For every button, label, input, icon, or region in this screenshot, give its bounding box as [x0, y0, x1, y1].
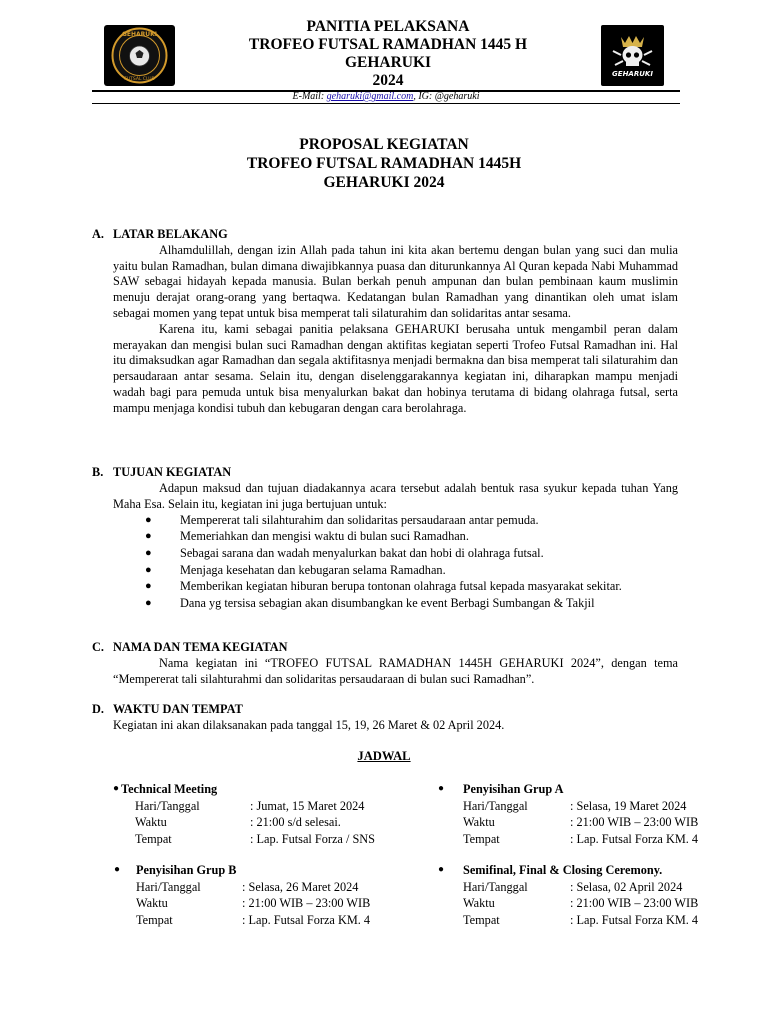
time-value: : 21:00 s/d selesai.: [250, 815, 341, 830]
section-title: NAMA DAN TEMA KEGIATAN: [113, 640, 288, 654]
date-value: : Jumat, 15 Maret 2024: [250, 798, 365, 813]
event-date-row: [113, 798, 413, 815]
event-heading: [438, 781, 738, 798]
schedule-event-technical-meeting: [113, 781, 413, 847]
list-item: [113, 562, 678, 579]
date-label: Hari/Tanggal: [136, 879, 201, 894]
place-value: : Lap. Futsal Forza / SNS: [250, 831, 376, 846]
list-item-text: Memberikan kegiatan hiburan berupa tontonan olahraga futsal kepada masyarakat sekitar.: [180, 579, 622, 594]
list-item-text: Memeriahkan dan mengisi waktu di bulan suci Ramadhan.: [180, 529, 469, 544]
event-name: Penyisihan Grup A: [463, 782, 564, 796]
logo-left-wordmark: GEHARUKI: [121, 31, 158, 38]
section-latar-belakang: [92, 227, 678, 417]
letterhead-line4: 2024: [372, 72, 404, 89]
section-heading: [92, 702, 678, 718]
letterhead-title: [180, 18, 596, 90]
event-heading: [114, 862, 414, 879]
schedule-title: JADWAL: [357, 749, 411, 763]
event-date-row: [438, 879, 738, 896]
place-label: Tempat: [136, 912, 173, 927]
letterhead-line3: GEHARUKI: [344, 54, 432, 71]
section-title: TUJUAN KEGIATAN: [113, 465, 232, 479]
list-item-text: Dana yg tersisa sebagian akan disumbangkan ke event Berbagi Sumbangan & Takjil: [180, 595, 595, 610]
list-item: [113, 546, 678, 563]
bullet-icon: ●: [438, 864, 445, 875]
date-label: Hari/Tanggal: [463, 798, 528, 813]
proposal-title: [0, 135, 768, 192]
event-name: Penyisihan Grup B: [136, 863, 237, 877]
bullet-icon: ●: [145, 513, 152, 526]
paragraph: Alhamdulillah, dengan izin Allah pada tahun ini kita akan bertemu dengan bulan yang suci dan mulia yaitu bulan Ramadhan, bulan dimana diwajibkannya puasa dan diturunkannya Al Quran kepada Nabi Muhammad SAW sebagai hidayah kepada manusia. Bulan berkah penuh ampunan dan bulan pembinaan kaum muslimin menuju derajat orang-orang yang bertaqwa. Kedatangan bulan Ramadhan yang dinantikan oleh umat islam sebagai momen yang tepat untuk bisa memperat tali silaturahim dan solidaritas antar sesama.: [113, 242, 678, 320]
place-value: : Lap. Futsal Forza KM. 4: [570, 831, 699, 846]
bullet-icon: ●: [438, 783, 445, 794]
list-item-text: Sebagai sarana dan wadah menyalurkan bakat dan hobi di olahraga futsal.: [180, 545, 544, 560]
section-letter: D.: [92, 702, 104, 716]
event-name: Semifinal, Final & Closing Ceremony.: [463, 863, 663, 877]
letterhead-line2: TROFEO FUTSAL RAMADHAN 1445 H: [248, 36, 528, 53]
time-value: : 21:00 WIB – 23:00 WIB: [570, 896, 699, 911]
list-item-text: Menjaga kesehatan dan kebugaran selama Ramadhan.: [180, 562, 446, 577]
section-body: [113, 481, 678, 513]
bullet-icon: ●: [113, 783, 120, 794]
paragraph: Adapun maksud dan tujuan diadakannya acara tersebut adalah bentuk rasa syukur kepada tuhan Yang Maha Esa. Selain itu, kegiatan ini juga bertujuan untuk:: [113, 480, 678, 511]
event-place-row: [113, 831, 413, 848]
bullet-icon: ●: [114, 864, 121, 875]
paragraph: Karena itu, kami sebagai panitia pelaksana GEHARUKI berusaha untuk mengambil peran dalam merayakan dan mengisi bulan suci Ramadhan dengan aktifitas kegiatan seperti Trofeo Futsal Ramadhan ini. Hal itu dimaksudkan agar Ramadhan dan segala aktifitasnya menjadi bermakna dan bisa memperat tali silaturahim dan persaudaraan antar sesama. Selain itu, dengan diselenggarakannya kegiatan ini, diharapkan mampu menjadi wadah bagi para pemuda untuk bisa menyalurkan bakat dan hobinya terutama di bidang olahraga futsal, serta mampu menjaga kondisi tubuh dan kebugaran dengan cara berolahraga.: [113, 321, 678, 415]
event-heading: [438, 862, 738, 879]
bullet-icon: ●: [145, 596, 152, 609]
bullet-icon: ●: [145, 563, 152, 576]
section-title: LATAR BELAKANG: [113, 227, 228, 241]
proposal-title-line1: PROPOSAL KEGIATAN: [299, 136, 469, 153]
letterhead-line1: PANITIA PELAKSANA: [306, 18, 470, 35]
place-value: : Lap. Futsal Forza KM. 4: [242, 912, 371, 927]
date-value: : Selasa, 02 April 2024: [570, 879, 683, 894]
date-label: Hari/Tanggal: [135, 798, 200, 813]
place-label: Tempat: [135, 831, 172, 846]
time-label: Waktu: [136, 896, 168, 911]
section-heading: [92, 465, 678, 481]
event-place-row: [114, 912, 414, 929]
time-label: Waktu: [463, 815, 495, 830]
date-label: Hari/Tanggal: [463, 879, 528, 894]
proposal-title-line2: TROFEO FUTSAL RAMADHAN 1445H: [246, 155, 522, 172]
section-title: WAKTU DAN TEMPAT: [113, 702, 243, 716]
section-nama-tema: [92, 640, 678, 687]
list-item: [113, 595, 678, 612]
section-waktu-tempat: [92, 702, 678, 734]
paragraph: Kegiatan ini akan dilaksanakan pada tanggal 15, 19, 26 Maret & 02 April 2024.: [113, 717, 505, 732]
list-item: [113, 579, 678, 596]
event-date-row: [114, 879, 414, 896]
section-letter: C.: [92, 640, 104, 654]
place-value: : Lap. Futsal Forza KM. 4: [570, 912, 699, 927]
letterhead: [0, 0, 768, 105]
schedule-event-grup-b: [114, 862, 414, 928]
event-time-row: [438, 895, 738, 912]
section-body: [113, 718, 678, 734]
bullet-icon: ●: [145, 580, 152, 593]
place-label: Tempat: [463, 831, 500, 846]
list-item-text: Mempererat tali silahturahim dan solidaritas persaudaraan antar pemuda.: [180, 512, 539, 527]
section-tujuan-kegiatan: [92, 465, 678, 612]
logo-left-subtitle: FUTSAL CLUB: [124, 77, 155, 82]
section-letter: B.: [92, 465, 104, 479]
date-value: : Selasa, 19 Maret 2024: [570, 798, 687, 813]
time-value: : 21:00 WIB – 23:00 WIB: [242, 896, 371, 911]
list-item: [113, 512, 678, 529]
event-name: Technical Meeting: [121, 782, 218, 796]
event-time-row: [113, 814, 413, 831]
list-item: [113, 529, 678, 546]
bullet-icon: ●: [145, 546, 152, 559]
letterhead-divider-bottom: [92, 103, 680, 104]
contact-suffix: , IG: @geharuki: [413, 91, 480, 102]
event-time-row: [438, 814, 738, 831]
objectives-list: [113, 512, 678, 612]
geharuki-skull-logo: [601, 25, 664, 86]
email-link[interactable]: geharuki@gmail.com: [326, 91, 414, 102]
bullet-icon: ●: [145, 530, 152, 543]
section-body: [113, 656, 678, 688]
section-heading: [92, 227, 678, 243]
contact-prefix: E-Mail:: [292, 91, 327, 102]
section-letter: A.: [92, 227, 104, 241]
proposal-title-line3: GEHARUKI 2024: [323, 174, 445, 191]
place-label: Tempat: [463, 912, 500, 927]
geharuki-futsal-club-logo: [104, 25, 175, 86]
event-heading: [113, 781, 413, 798]
logo-right-wordmark: GEHARUKI: [612, 70, 653, 78]
paragraph: Nama kegiatan ini “TROFEO FUTSAL RAMADHAN 1445H GEHARUKI 2024”, dengan tema “Mempererat tali silahturahmi dan solidaritas persaudaraan di bulan suci Ramadhan”.: [113, 655, 678, 686]
event-date-row: [438, 798, 738, 815]
letterhead-contact: [92, 91, 680, 103]
schedule-event-semifinal-final: [438, 862, 738, 928]
event-place-row: [438, 912, 738, 929]
event-time-row: [114, 895, 414, 912]
event-place-row: [438, 831, 738, 848]
date-value: : Selasa, 26 Maret 2024: [242, 879, 359, 894]
time-value: : 21:00 WIB – 23:00 WIB: [570, 815, 699, 830]
schedule-event-grup-a: [438, 781, 738, 847]
time-label: Waktu: [135, 815, 167, 830]
time-label: Waktu: [463, 896, 495, 911]
section-body: [113, 243, 678, 417]
section-heading: [92, 640, 678, 656]
